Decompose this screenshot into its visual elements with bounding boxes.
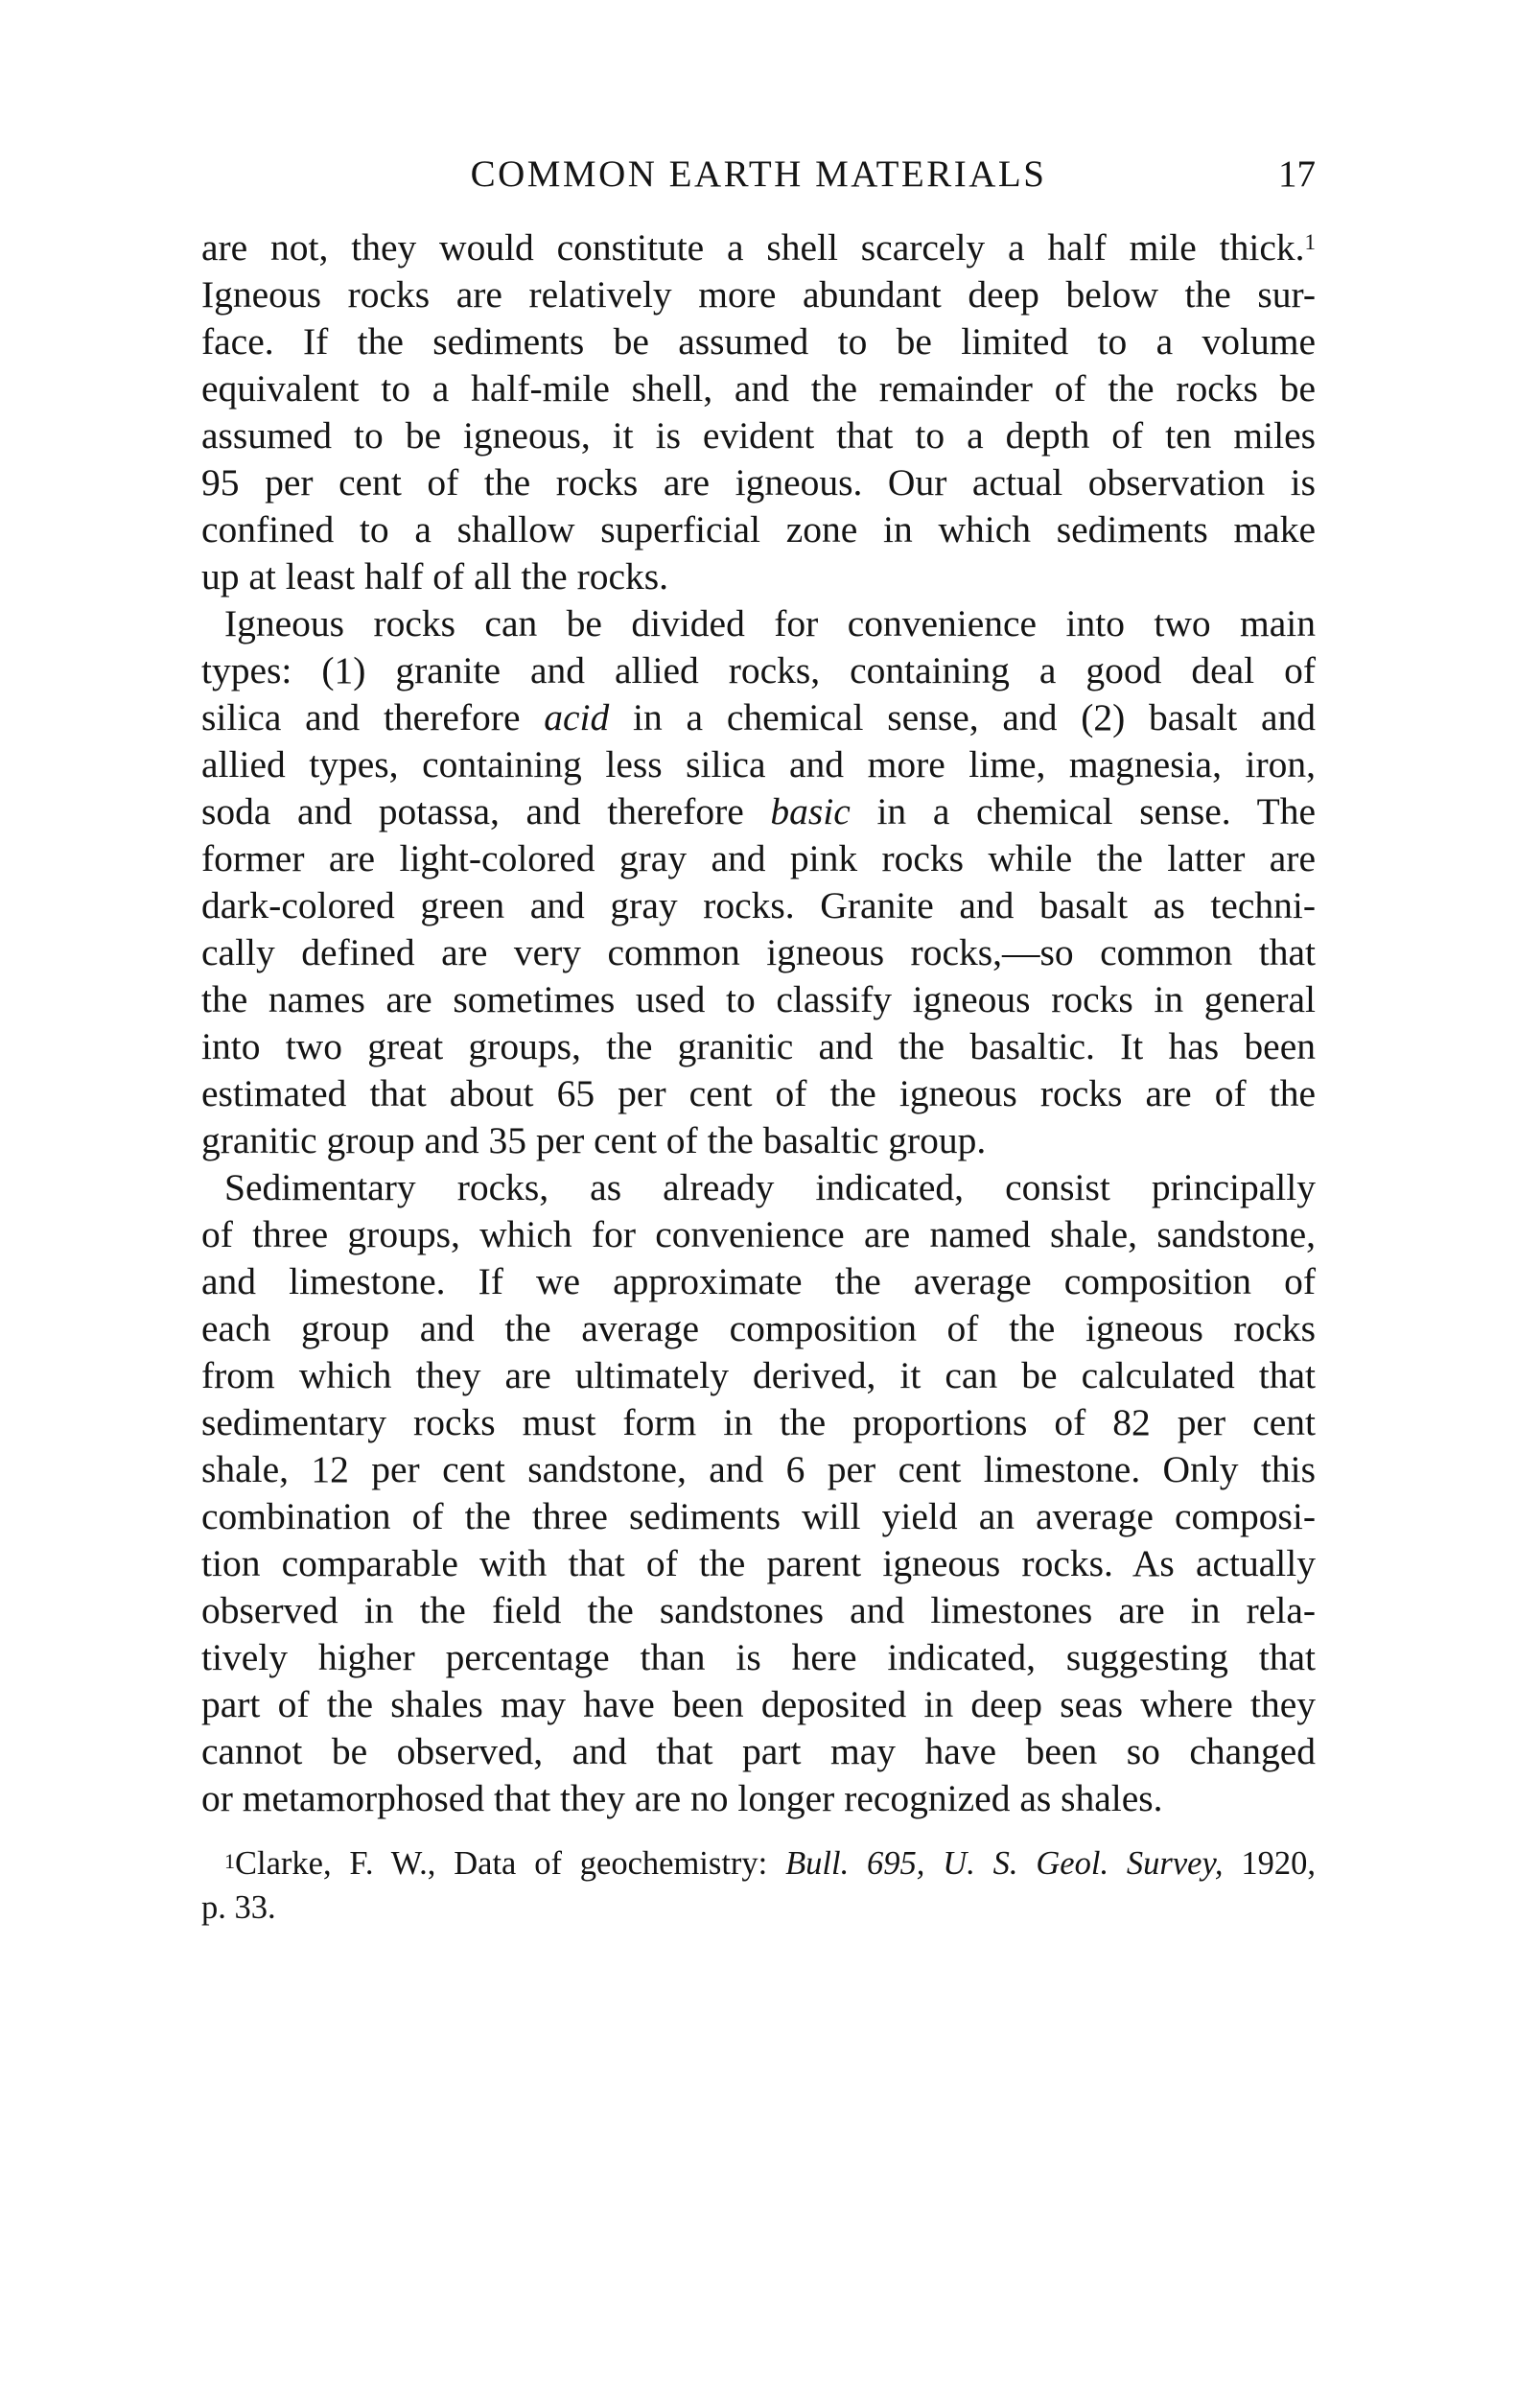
text-line xyxy=(201,365,1316,412)
text-line xyxy=(201,929,1316,976)
paragraph xyxy=(201,600,1316,1164)
text-run: 95 per cent of the rocks are igneous. Our actual observation is xyxy=(201,461,1316,504)
text-run: the names are sometimes used to classify igneous rocks in general xyxy=(201,978,1316,1020)
text-run: and limestone. If we approximate the average composition of xyxy=(201,1260,1316,1302)
body-text xyxy=(201,224,1316,1822)
text-run: shale, 12 per cent sandstone, and 6 per cent limestone. Only this xyxy=(201,1448,1316,1490)
text-run: of three groups, which for convenience are named shale, sandstone, xyxy=(201,1213,1316,1255)
text-line xyxy=(201,1352,1316,1399)
text-run: are not, they would constitute a shell scarcely a half mile thick. xyxy=(201,226,1305,269)
footnote-reference: 1 xyxy=(1304,230,1316,254)
text-run: observed in the field the sandstones and limestones are in rela- xyxy=(201,1589,1316,1631)
text-run: 1920, xyxy=(1223,1845,1317,1882)
text-line xyxy=(201,1258,1316,1305)
text-run: Sedimentary rocks, as already indicated, consist principally xyxy=(224,1166,1316,1208)
text-run: assumed to be igneous, it is evident that to a depth of ten miles xyxy=(201,414,1316,457)
footnote-marker: 1 xyxy=(224,1849,235,1873)
text-run: Igneous rocks can be divided for convenience into two main xyxy=(224,602,1316,644)
text-line xyxy=(201,741,1316,788)
text-run: equivalent to a half-mile shell, and the remainder of the rocks be xyxy=(201,367,1316,410)
text-line xyxy=(201,1775,1316,1822)
text-line xyxy=(201,271,1316,318)
paragraph xyxy=(201,1164,1316,1822)
text-line xyxy=(201,788,1316,835)
text-run: types: (1) granite and allied rocks, containing a good deal of xyxy=(201,649,1316,691)
text-line xyxy=(201,1023,1316,1070)
text-line xyxy=(201,553,1316,600)
text-run: granitic group and 35 per cent of the basaltic group. xyxy=(201,1119,987,1161)
page-number: 17 xyxy=(1278,153,1316,195)
text-run: up at least half of all the rocks. xyxy=(201,555,668,598)
text-line xyxy=(201,694,1316,741)
text-run: former are light-colored gray and pink rocks while the latter are xyxy=(201,837,1316,879)
text-run: tion comparable with that of the parent igneous rocks. As actually xyxy=(201,1542,1316,1584)
text-line xyxy=(201,976,1316,1023)
text-line xyxy=(201,506,1316,553)
text-run: in a chemical sense. The xyxy=(850,790,1316,832)
italic-text: basic xyxy=(770,790,851,832)
text-run: cannot be observed, and that part may have been so changed xyxy=(201,1730,1316,1772)
text-line xyxy=(201,1540,1316,1587)
text-line xyxy=(201,1211,1316,1258)
text-line xyxy=(201,1070,1316,1117)
text-line xyxy=(201,459,1316,506)
text-run: soda and potassa, and therefore xyxy=(201,790,771,832)
text-line xyxy=(201,318,1316,365)
text-run: tively higher percentage than is here indicated, suggesting that xyxy=(201,1636,1316,1678)
text-run: combination of the three sediments will yield an average composi- xyxy=(201,1495,1316,1537)
text-run: confined to a shallow superficial zone in which sediments make xyxy=(201,508,1316,551)
footnote-line xyxy=(201,1886,1316,1930)
text-line xyxy=(201,1587,1316,1634)
text-run: cally defined are very common igneous rocks,—so common that xyxy=(201,931,1316,973)
text-run: Clarke, F. W., Data of geochemistry: xyxy=(235,1845,786,1882)
text-line xyxy=(201,1305,1316,1352)
text-line xyxy=(201,835,1316,882)
text-run: or metamorphosed that they are no longer recognized as shales. xyxy=(201,1777,1163,1819)
text-run: face. If the sediments be assumed to be limited to a volume xyxy=(201,320,1316,363)
text-line xyxy=(201,1493,1316,1540)
text-line xyxy=(201,1117,1316,1164)
text-line xyxy=(201,1164,1316,1211)
text-run: into two great groups, the granitic and the basaltic. It has been xyxy=(201,1025,1316,1067)
italic-text: acid xyxy=(544,696,610,738)
text-line xyxy=(201,647,1316,694)
text-run: silica and therefore xyxy=(201,696,545,738)
text-line xyxy=(201,882,1316,929)
text-line xyxy=(201,600,1316,647)
text-line xyxy=(201,1634,1316,1681)
footnote-line xyxy=(201,1841,1316,1886)
text-line xyxy=(201,1446,1316,1493)
text-run: in a chemical sense, and (2) basalt and xyxy=(609,696,1316,738)
text-line xyxy=(201,1681,1316,1728)
text-run: sedimentary rocks must form in the proportions of 82 per cent xyxy=(201,1401,1316,1443)
text-run: Igneous rocks are relatively more abundant deep below the sur- xyxy=(201,273,1316,316)
text-run: dark-colored green and gray rocks. Granite and basalt as techni- xyxy=(201,884,1316,926)
running-title: COMMON EARTH MATERIALS xyxy=(470,153,1047,195)
text-run: estimated that about 65 per cent of the igneous rocks are of the xyxy=(201,1072,1316,1114)
text-run: allied types, containing less silica and more lime, magnesia, iron, xyxy=(201,743,1316,785)
text-run: part of the shales may have been deposited in deep seas where they xyxy=(201,1683,1316,1725)
text-line xyxy=(201,1728,1316,1775)
text-line xyxy=(201,412,1316,459)
text-run: each group and the average composition of the igneous rocks xyxy=(201,1307,1316,1349)
paragraph xyxy=(201,224,1316,600)
text-line xyxy=(201,224,1316,271)
running-head xyxy=(201,146,1316,203)
footnote xyxy=(201,1841,1316,1930)
text-run: p. 33. xyxy=(201,1889,276,1926)
text-run: from which they are ultimately derived, it can be calculated that xyxy=(201,1354,1316,1396)
text-line xyxy=(201,1399,1316,1446)
italic-text: Bull. 695, U. S. Geol. Survey, xyxy=(785,1845,1224,1882)
